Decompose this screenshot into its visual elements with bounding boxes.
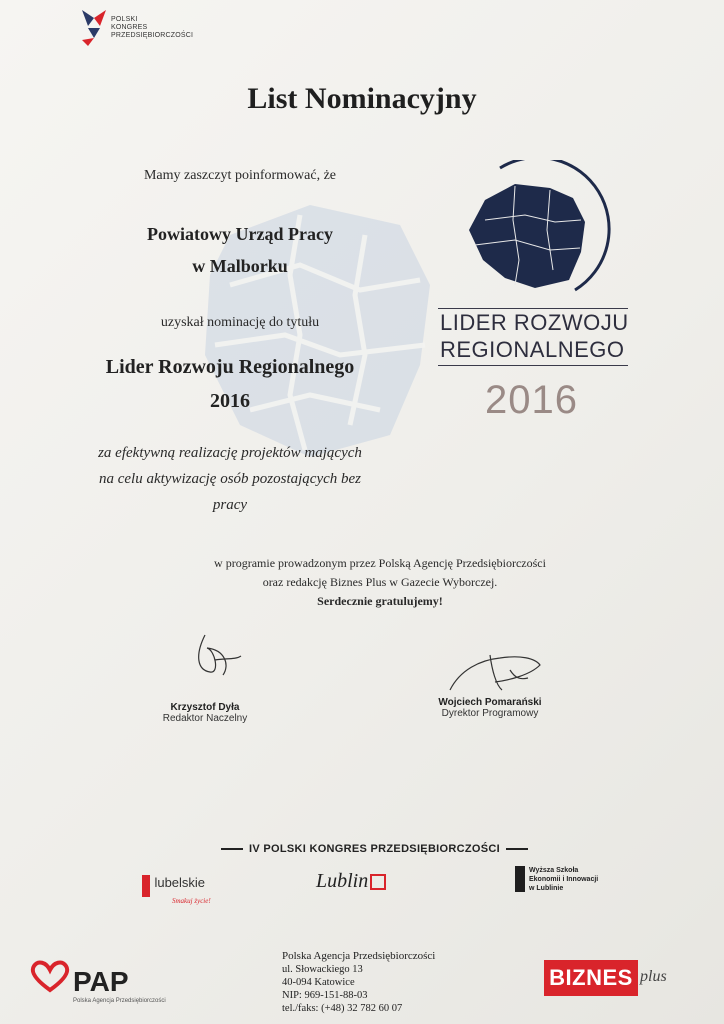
badge-rule-top [438, 308, 628, 309]
lublin-logo [316, 870, 386, 893]
signatory-role-1: Redaktor Naczelny [162, 713, 248, 724]
pap-name: PAP [73, 966, 129, 997]
agency-address [282, 950, 435, 1015]
lead-text: Mamy zaszczyt poinformować, że [143, 168, 337, 183]
badge-year: 2016 [485, 378, 578, 422]
congress-banner [215, 843, 534, 855]
program-text [0, 554, 724, 611]
award-name: Lider Rozwoju Regionalnego [105, 356, 355, 378]
signature-dyla [185, 630, 245, 680]
award-badge [430, 160, 630, 430]
organization-name [0, 218, 480, 282]
logo-line-2: KONGRES [111, 24, 148, 31]
congress-logo-mark [78, 6, 110, 48]
badge-line-2: REGIONALNEGO [440, 337, 625, 362]
agency-name: Polska Agencja Przedsiębiorczości [282, 950, 436, 962]
lubelskie-mark [142, 875, 150, 897]
biznes-plus-logo: BIZNES [544, 960, 638, 996]
school-line-2: Ekonomii i Innowacji [529, 876, 599, 883]
signature-block-2 [420, 697, 560, 719]
organization-line-2: w Malborku [192, 256, 288, 276]
pap-sub: Polska Agencja Przedsiębiorczości [73, 998, 166, 1004]
logo-line-1: POLSKI [111, 16, 138, 23]
address-line-4: tel./faks: (+48) 32 782 60 07 [282, 1003, 403, 1014]
address-line-2: 40-094 Katowice [282, 977, 355, 988]
signatory-role-2: Dyrektor Programowy [441, 708, 539, 719]
pap-heart-icon [28, 960, 72, 994]
biznes-plus-suffix: plus [640, 968, 667, 985]
award-year: 2016 [210, 390, 250, 412]
dash-left [221, 848, 243, 850]
signatory-name-2: Wojciech Pomarański [438, 697, 542, 708]
lubelskie-name: lubelskie [154, 875, 206, 890]
address-line-1: ul. Słowackiego 13 [282, 964, 363, 975]
nomination-reason [0, 440, 460, 518]
badge-rule-bottom [438, 365, 628, 366]
logo-line-3: PRZEDSIĘBIORCZOŚCI [111, 32, 194, 39]
address-line-3: NIP: 969-151-88-03 [282, 990, 368, 1001]
signature-pomaranski [440, 640, 550, 700]
congratulations: Serdecznie gratulujemy! [317, 594, 443, 608]
nomination-text: uzyskał nominację do tytułu [160, 315, 320, 330]
lublin-name: Lublin [316, 870, 369, 892]
reason-line-3: pracy [212, 497, 248, 513]
dash-right [506, 848, 528, 850]
program-line-2: oraz redakcję Biznes Plus w Gazecie Wyborczej. [262, 575, 498, 589]
reason-line-2: na celu aktywizację osób pozostających bez [98, 471, 362, 487]
badge-line-1: LIDER ROZWOJU [440, 310, 629, 335]
badge-map-icon [455, 160, 615, 305]
pap-logo [28, 960, 166, 1004]
signatory-name-1: Krzysztof Dyła [170, 702, 240, 713]
school-mark-icon [515, 866, 525, 892]
award-title [0, 350, 460, 418]
congress-name: IV POLSKI KONGRES PRZEDSIĘBIORCZOŚCI [249, 843, 500, 855]
lubelskie-logo [142, 875, 211, 905]
program-line-1: w programie prowadzonym przez Polską Agencję Przedsiębiorczości [214, 556, 546, 570]
school-line-1: Wyższa Szkoła [529, 867, 579, 874]
reason-line-1: za efektywną realizację projektów mających [98, 445, 362, 461]
organization-line-1: Powiatowy Urząd Pracy [147, 224, 333, 244]
signature-block-1 [140, 702, 270, 724]
school-line-3: w Lublinie [529, 885, 564, 892]
lublin-emblem-icon [370, 874, 386, 890]
lubelskie-tagline: Smakuj życie! [172, 897, 211, 905]
document-title: List Nominacyjny [247, 82, 477, 115]
congress-logo [78, 6, 194, 53]
